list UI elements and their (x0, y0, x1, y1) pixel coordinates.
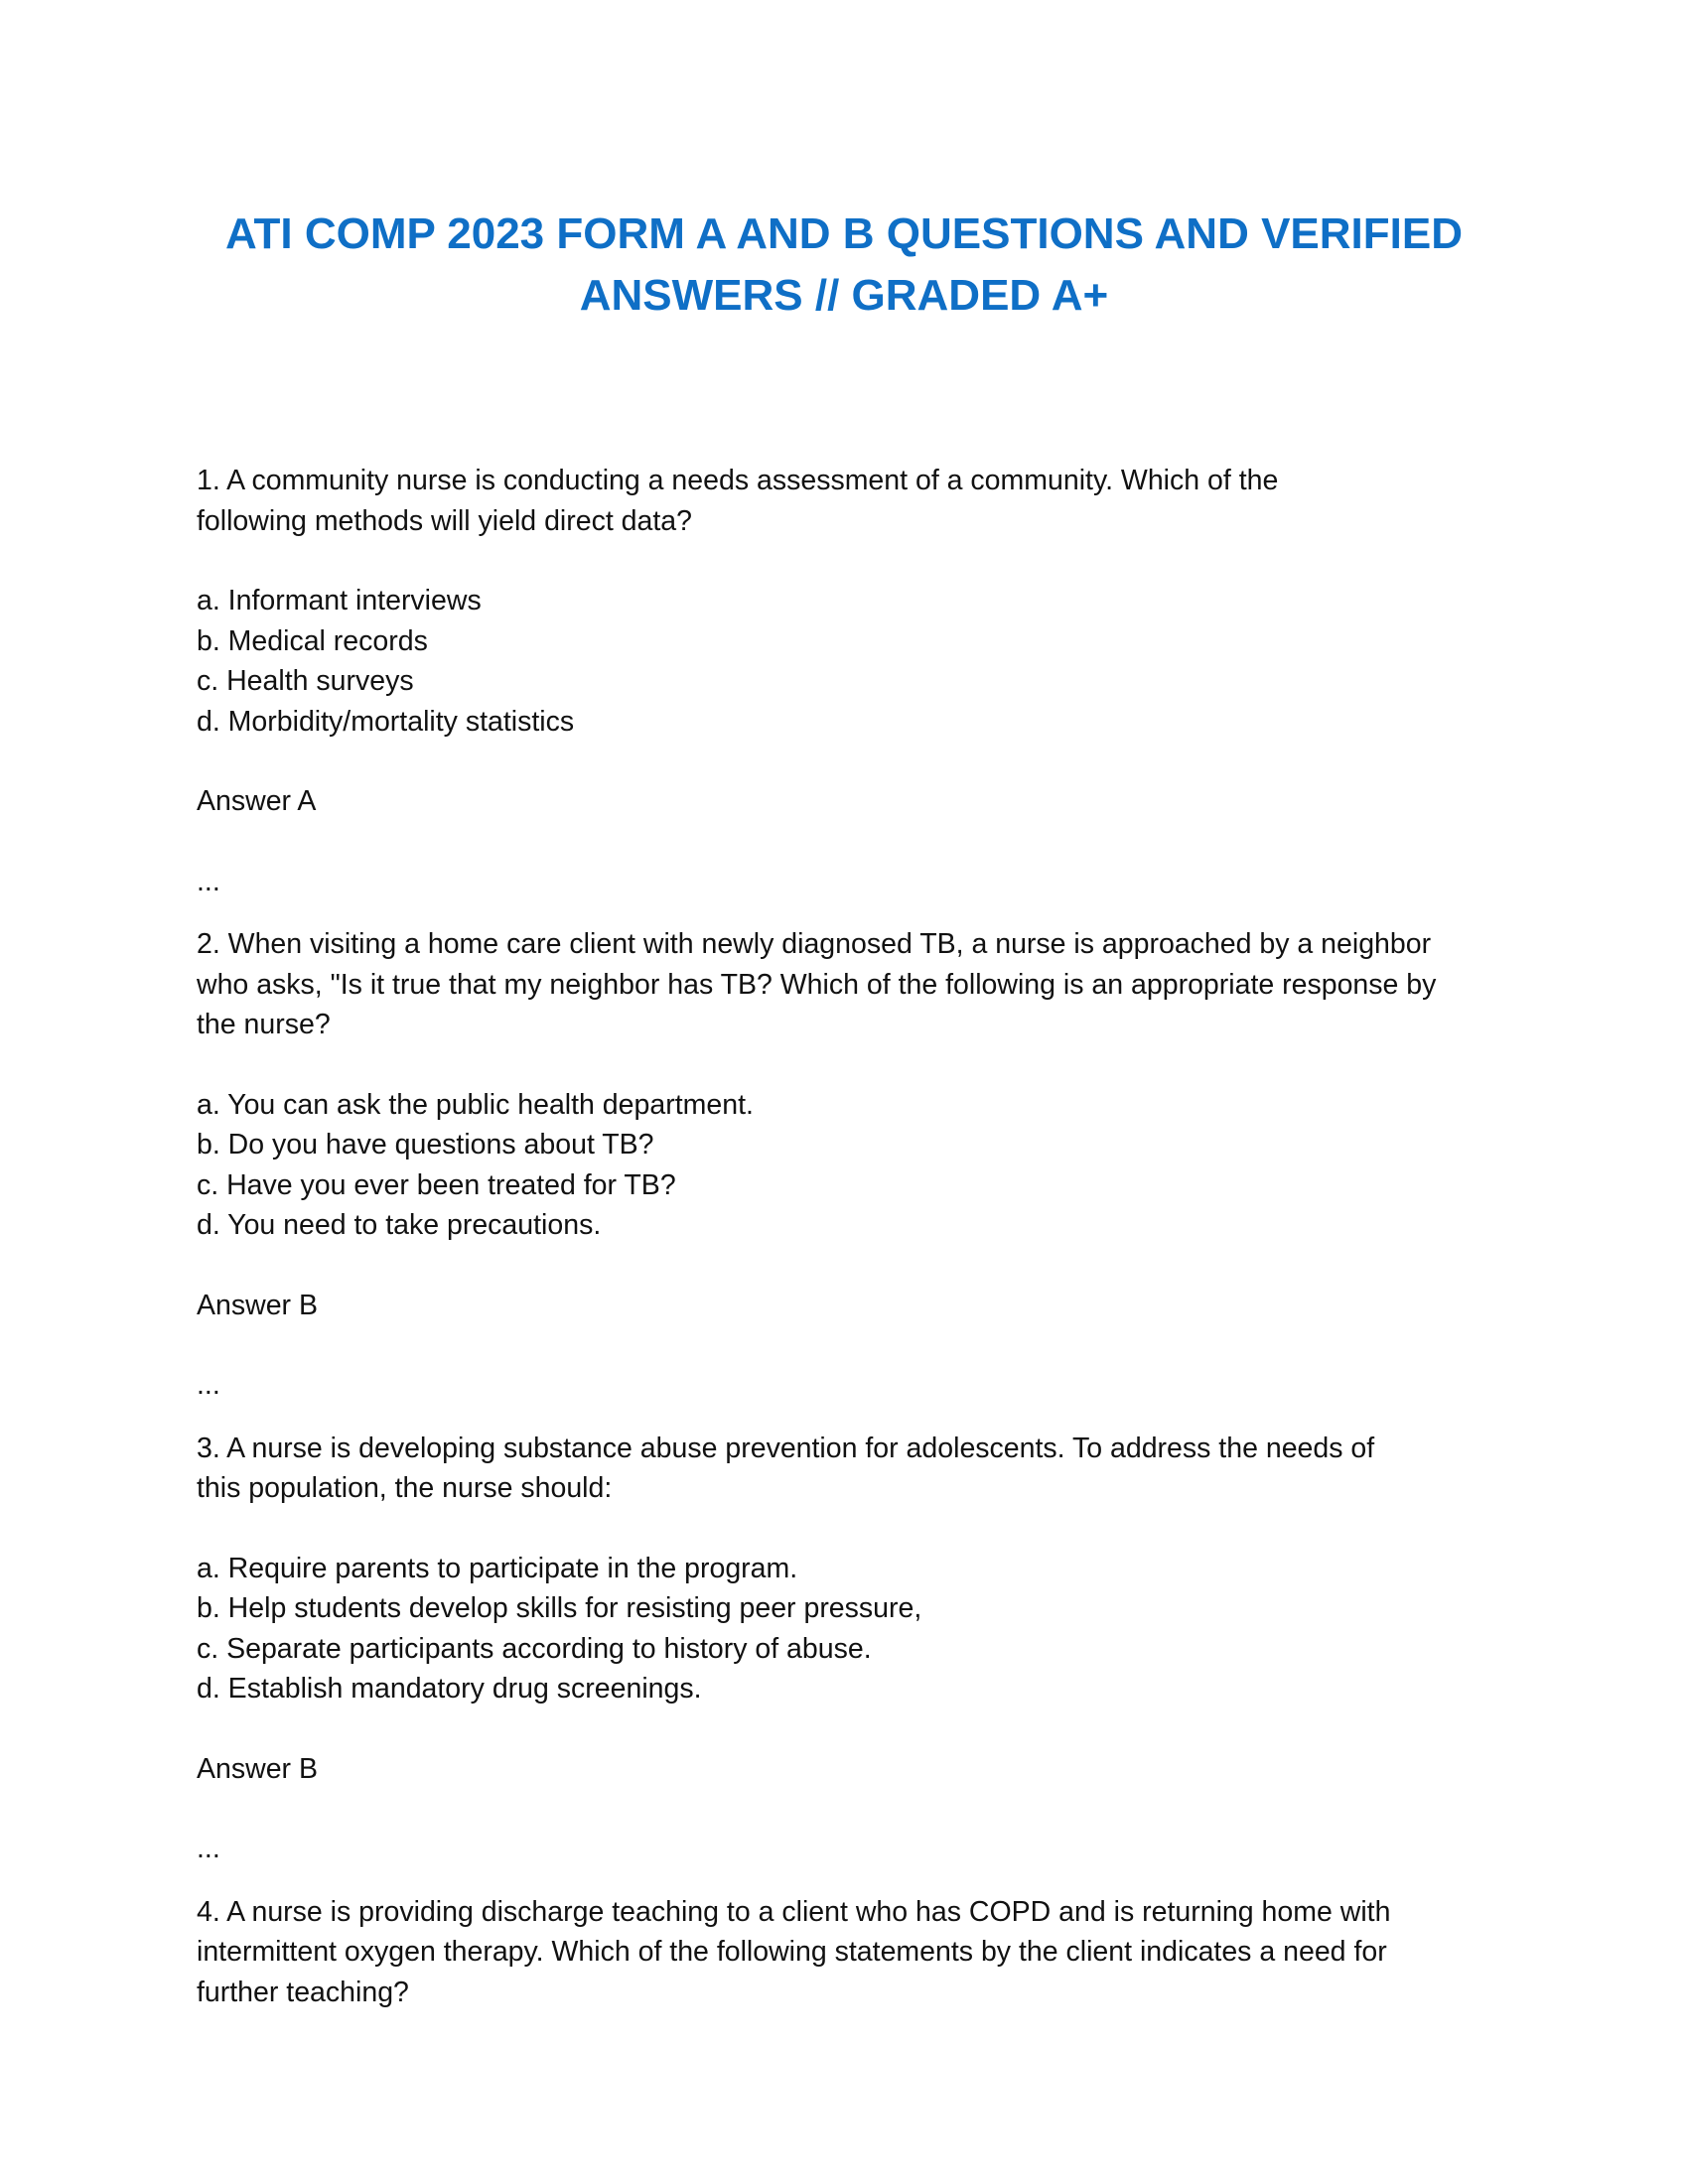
option-b: b. Help students develop skills for resisting peer pressure, (197, 1592, 922, 1624)
option-b: b. Medical records (197, 624, 428, 657)
answer-options (197, 1085, 1487, 1246)
question-text: 4. A nurse is providing discharge teaching to a client who has COPD and is returning home with intermittent oxygen therapy. Which of the following statements by the client indicates a need for further teaching? (197, 1895, 1391, 2008)
question-4 (197, 1892, 1487, 2013)
option-c: c. Health surveys (197, 665, 414, 697)
option-a: a. Require parents to participate in the program. (197, 1552, 798, 1584)
separator: ... (197, 865, 220, 897)
option-a: a. You can ask the public health department. (197, 1088, 754, 1121)
separator: ... (197, 1833, 220, 1864)
option-c: c. Separate participants according to history of abuse. (197, 1632, 872, 1665)
answer-label: Answer A (197, 785, 317, 817)
answer-options (197, 1549, 1487, 1709)
option-d: d. You need to take precautions. (197, 1209, 602, 1241)
question-text: 3. A nurse is developing substance abuse prevention for adolescents. To address the needs of this population, the nurse should: (197, 1432, 1375, 1504)
document-title (149, 204, 1539, 327)
option-b: b. Do you have questions about TB? (197, 1129, 654, 1160)
answer-label: Answer B (197, 1289, 318, 1321)
title-line-1: ATI COMP 2023 FORM A AND B QUESTIONS AND VERIFIED (225, 209, 1463, 258)
question-3 (197, 1429, 1487, 1869)
question-text: 1. A community nurse is conducting a needs assessment of a community. Which of the following methods will yield direct data? (197, 465, 1279, 537)
question-1 (197, 461, 1487, 901)
option-a: a. Informant interviews (197, 585, 482, 616)
answer-label: Answer B (197, 1752, 318, 1785)
document-body (197, 461, 1487, 2052)
question-text: 2. When visiting a home care client with newly diagnosed TB, a nurse is approached by a neighbor who asks, "Is it true that my neighbor has TB? Which of the following is an appropriate response by the nurse? (197, 928, 1437, 1040)
option-c: c. Have you ever been treated for TB? (197, 1168, 676, 1201)
title-line-2: ANSWERS // GRADED A+ (579, 271, 1109, 320)
option-d: d. Morbidity/mortality statistics (197, 705, 575, 738)
separator: ... (197, 1369, 220, 1401)
question-2 (197, 924, 1487, 1406)
answer-options (197, 581, 1487, 742)
option-d: d. Establish mandatory drug screenings. (197, 1673, 702, 1705)
